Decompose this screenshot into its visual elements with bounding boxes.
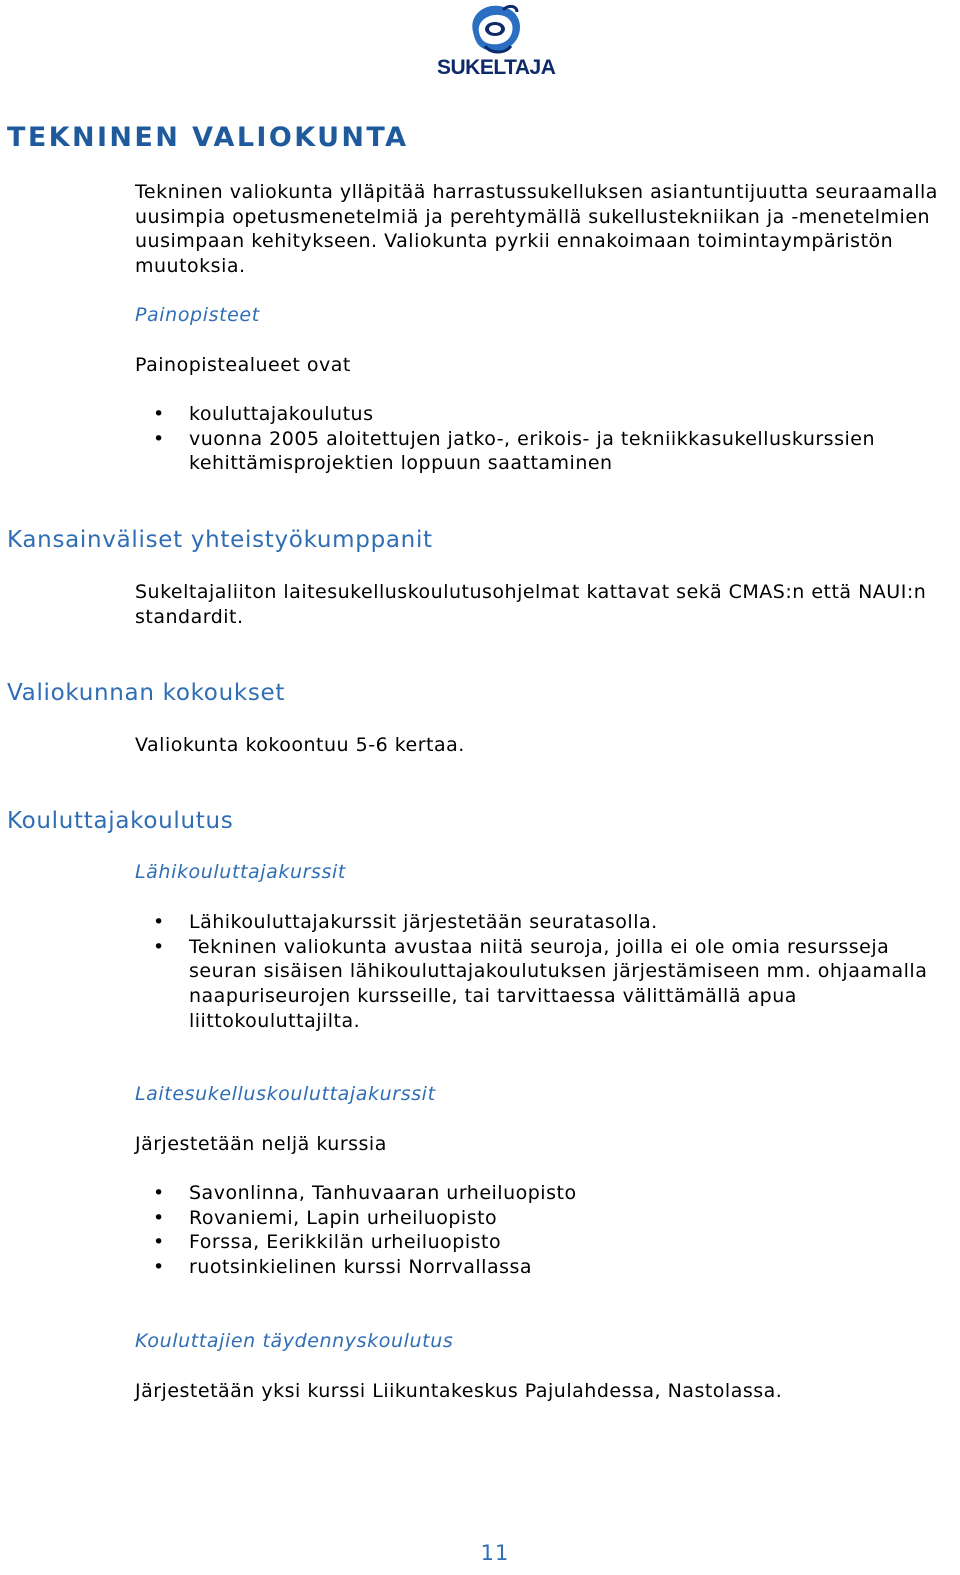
logo-wordmark: SUKELTAJA — [437, 56, 556, 79]
laitesukelluskouluttajakurssit-heading: Laitesukelluskouluttajakurssit — [135, 1083, 436, 1105]
taydennyskoulutus-text: Järjestetään yksi kurssi Liikuntakeskus Pajulahdessa, Nastolassa. — [135, 1380, 783, 1402]
intro-paragraph: Tekninen valiokunta ylläpitää harrastussukelluksen asiantuntijuutta seuraamalla uusimpia opetusmenetelmiä ja perehtymällä sukellustekniikan ja -menetelmien uusimpaan kehitykseen. Valiokunta pyrkii ennakoimaan toimintaympäristön muutoksia. — [135, 181, 938, 278]
painopisteet-heading: Painopisteet — [135, 304, 260, 326]
list-item: • Savonlinna, Tanhuvaaran urheiluopisto — [135, 1181, 945, 1206]
list-item: • Forssa, Eerikkilän urheiluopisto — [135, 1230, 945, 1255]
painopisteet-list — [135, 402, 945, 476]
kouluttajakoulutus-heading: Kouluttajakoulutus — [7, 808, 234, 834]
laitesukellus-list — [135, 1181, 945, 1280]
list-item: • vuonna 2005 aloitettujen jatko-, erikois- ja tekniikkasukelluskurssien kehittämisprojektien loppuun saattaminen — [135, 427, 945, 476]
list-item: • Rovaniemi, Lapin urheiluopisto — [135, 1206, 945, 1231]
page-number: 11 — [480, 1541, 510, 1565]
list-item: • ruotsinkielinen kurssi Norrvallassa — [135, 1255, 945, 1280]
sukeltaja-logo — [437, 0, 555, 84]
list-item: • Tekninen valiokunta avustaa niitä seuroja, joilla ei ole omia resursseja seuran sisäisen lähikouluttajakoulutuksen järjestämiseen mm. ohjaamalla naapuriseurojen kursseille, tai tarvittaessa välittämällä apua liittokouluttajilta. — [135, 935, 945, 1034]
list-item: • kouluttajakoulutus — [135, 402, 945, 427]
kokoukset-heading: Valiokunnan kokoukset — [7, 680, 286, 706]
lahikouluttajakurssit-heading: Lähikouluttajakurssit — [135, 861, 346, 883]
lahikouluttajakurssit-list — [135, 910, 945, 1034]
diver-mascot-icon — [465, 2, 523, 56]
kansainvaliset-heading: Kansainväliset yhteistyökumppanit — [7, 527, 433, 553]
taydennyskoulutus-heading: Kouluttajien täydennyskoulutus — [135, 1330, 454, 1352]
kokoukset-text: Valiokunta kokoontuu 5-6 kertaa. — [135, 734, 465, 756]
painopisteet-lead: Painopistealueet ovat — [135, 354, 351, 376]
kansainvaliset-text: Sukeltajaliiton laitesukelluskoulutusohjelmat kattavat sekä CMAS:n että NAUI:n standardit. — [135, 581, 927, 628]
list-item: • Lähikouluttajakurssit järjestetään seuratasolla. — [135, 910, 945, 935]
laitesukellus-lead: Järjestetään neljä kurssia — [135, 1133, 387, 1155]
page-title: TEKNINEN VALIOKUNTA — [7, 122, 409, 153]
